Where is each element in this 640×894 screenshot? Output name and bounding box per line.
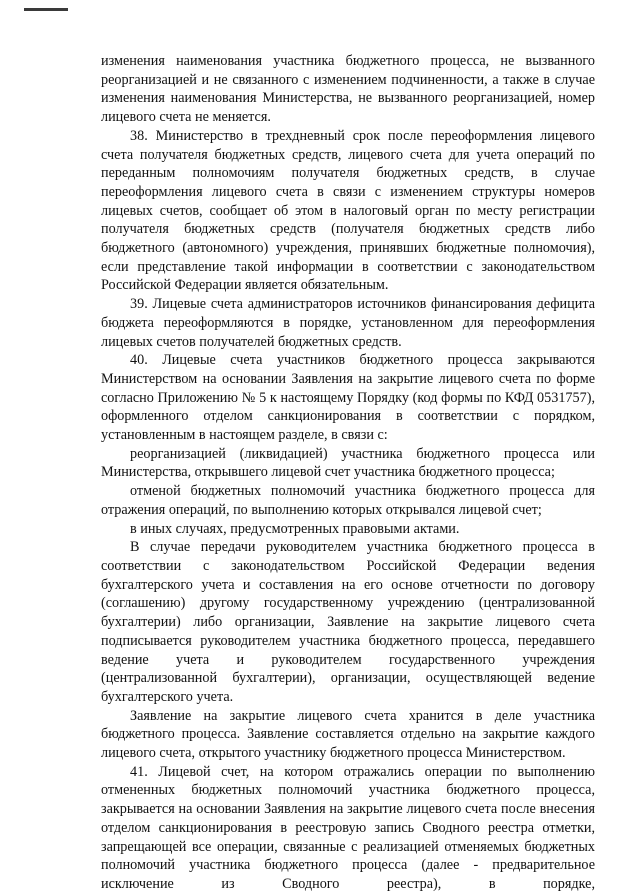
paragraph-40-item-reorganization: реорганизацией (ликвидацией) участника бюджетного процесса или Министерства, открывшего лицевой счет участника бюджетного процесса; [101,445,595,481]
paragraph-39: 39. Лицевые счета администраторов источников финансирования дефицита бюджета переоформляются в порядке, установленном для переоформления лицевых счетов получателей бюджетных средств. [101,296,595,350]
paragraph-40-item-cancellation: отменой бюджетных полномочий участника бюджетного процесса для отражения операций, по выполнению которых открывался лицевой счет; [101,483,595,518]
paragraph-continuation: изменения наименования участника бюджетного процесса, не вызванного реорганизацией и не связанного с изменением подчиненности, а также в случае изменения наименования Министерства, не вызванного реорганизацией, номер лицевого счета не меняется. [101,53,595,126]
paragraph-38: 38. Министерство в трехдневный срок после переоформления лицевого счета получателя бюджетных средств, лицевого счета для учета операций по переданным полномочиям получателя бюджетных средств, в случае переоформления лицевого счета в связи с изменением структуры номеров лицевых счетов, сообщает об этом в налоговый орган по месту регистрации получателя бюджетных средств (получателя бюджетных средств либо бюджетного (автономного) учреждения, принявших бюджетные полномочия), если представление такой информации в соответствии с законодательством Российской Федерации является обязательным. [101,127,595,294]
paragraph-transfer-of-accounting: В случае передачи руководителем участника бюджетного процесса в соответствии с законодательством Российской Федерации ведения бухгалтерского учета и составления на его основе отчетности по договору (соглашению) другому государственному учреждению (централизованной бухгалтерии) либо организации, Заявление на закрытие лицевого счета подписывается руководителем участника бюджетного процесса, передавшего ведение учета и руководителем государственного учреждения (централизованной бухгалтерии), организации, осуществляющей ведение бухгалтерского учета. [101,539,595,705]
document-page [101,52,595,894]
paragraph-40: 40. Лицевые счета участников бюджетного процесса закрываются Министерством на основании Заявления на закрытие лицевого счета по форме согласно Приложению № 5 к настоящему Порядку (код формы по КФД 0531757), оформленного отделом санкционирования в соответствии с порядком, установленным в настоящем разделе, в связи с: [101,352,595,444]
paragraph-application-storage: Заявление на закрытие лицевого счета хранится в деле участника бюджетного процесса. Заявление составляется отдельно на закрытие каждого лицевого счета, открытого участнику бюджетного процесса Министерством. [101,707,595,762]
paragraph-40-item-other: в иных случаях, предусмотренных правовыми актами. [130,520,460,537]
scan-edge-mark [24,8,68,11]
paragraph-41: 41. Лицевой счет, на котором отражались операции по выполнению отмененных бюджетных полномочий участника бюджетного процесса, закрывается на основании Заявления на закрытие лицевого счета после внесения отделом санкционирования в реестровую запись Сводного реестра отметки, запрещающей все операции, связанные с реализацией отменяемых бюджетных полномочий участника бюджетного процесса (далее - предварительное исключение из Сводного реестра), в порядке, [101,763,595,892]
